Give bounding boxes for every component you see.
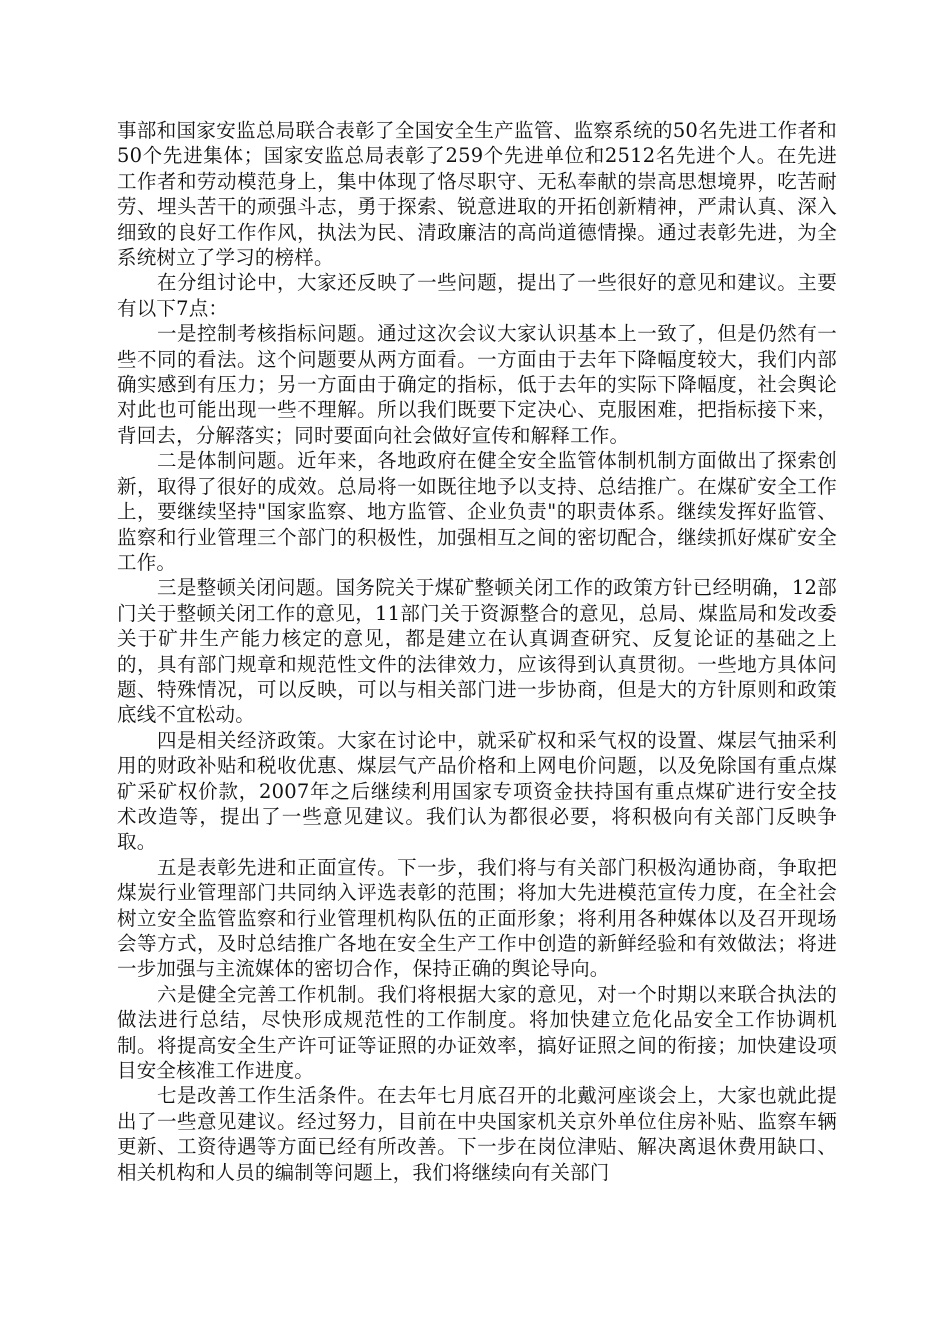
paragraph-point-2: 二是体制问题。近年来，各地政府在健全安全监管体制机制方面做出了探索创新，取得了很好的成效。总局将一如既往地予以支持、总结推广。在煤矿安全工作上，要继续坚持"国家监察、地方监管、企业负责"的职责体系。继续发挥好监管、监察和行业管理三个部门的积极性，加强相互之间的密切配合，继续抓好煤矿安全工作。 xyxy=(117,449,837,574)
paragraph-discussion-intro: 在分组讨论中，大家还反映了一些问题，提出了一些很好的意见和建议。主要有以下7点： xyxy=(117,271,837,320)
paragraph-point-7: 七是改善工作生活条件。在去年七月底召开的北戴河座谈会上，大家也就此提出了一些意见建议。经过努力，目前在中央国家机关京外单位住房补贴、监察车辆更新、工资待遇等方面已经有所改善。下一步在岗位津贴、解决离退休费用缺口、相关机构和人员的编制等问题上，我们将继续向有关部门 xyxy=(117,1084,837,1184)
paragraph-point-4: 四是相关经济政策。大家在讨论中，就采矿权和采气权的设置、煤层气抽采利用的财政补贴和税收优惠、煤层气产品价格和上网电价问题，以及免除国有重点煤矿采矿权价款，2007年之后继续利用国家专项资金扶持国有重点煤矿进行安全技术改造等，提出了一些意见建议。我们认为都很必要，将积极向有关部门反映争取。 xyxy=(117,728,837,854)
paragraph-point-5: 五是表彰先进和正面宣传。下一步，我们将与有关部门积极沟通协商，争取把煤炭行业管理部门共同纳入评选表彰的范围；将加大先进模范宣传力度，在全社会树立安全监管监察和行业管理机构队伍的正面形象；将利用各种媒体以及召开现场会等方式，及时总结推广各地在安全生产工作中创造的新鲜经验和有效做法；将进一步加强与主流媒体的密切合作，保持正确的舆论导向。 xyxy=(117,855,837,981)
paragraph-point-1: 一是控制考核指标问题。通过这次会议大家认识基本上一致了，但是仍然有一些不同的看法。这个问题要从两方面看。一方面由于去年下降幅度较大，我们内部确实感到有压力；另一方面由于确定的指标，低于去年的实际下降幅度，社会舆论对此也可能出现一些不理解。所以我们既要下定决心、克服困难，把指标接下来，背回去，分解落实；同时要面向社会做好宣传和解释工作。 xyxy=(117,322,837,447)
paragraph-continued: 事部和国家安监总局联合表彰了全国安全生产监管、监察系统的50名先进工作者和50个先进集体；国家安监总局表彰了259个先进单位和2512名先进个人。在先进工作者和劳动模范身上，集中体现了恪尽职守、无私奉献的崇高思想境界，吃苦耐劳、埋头苦干的顽强斗志，勇于探索、锐意进取的开拓创新精神，严肃认真、深入细致的良好工作作风，执法为民、清政廉洁的高尚道德情操。通过表彰先进，为全系统树立了学习的榜样。 xyxy=(117,119,837,270)
document-body xyxy=(117,118,837,1185)
paragraph-point-3: 三是整顿关闭问题。国务院关于煤矿整顿关闭工作的政策方针已经明确，12部门关于整顿关闭工作的意见，11部门关于资源整合的意见，总局、煤监局和发改委关于矿井生产能力核定的意见，都是建立在认真调查研究、反复论证的基础之上的，具有部门规章和规范性文件的法律效力，应该得到认真贯彻。一些地方具体问题、特殊情况，可以反映，可以与相关部门进一步协商，但是大的方针原则和政策底线不宜松动。 xyxy=(117,576,837,727)
paragraph-point-6: 六是健全完善工作机制。我们将根据大家的意见，对一个时期以来联合执法的做法进行总结，尽快形成规范性的工作制度。将加快建立危化品安全工作协调机制。将提高安全生产许可证等证照的办证效率，搞好证照之间的衔接；加快建设项目安全核准工作进度。 xyxy=(117,982,837,1083)
